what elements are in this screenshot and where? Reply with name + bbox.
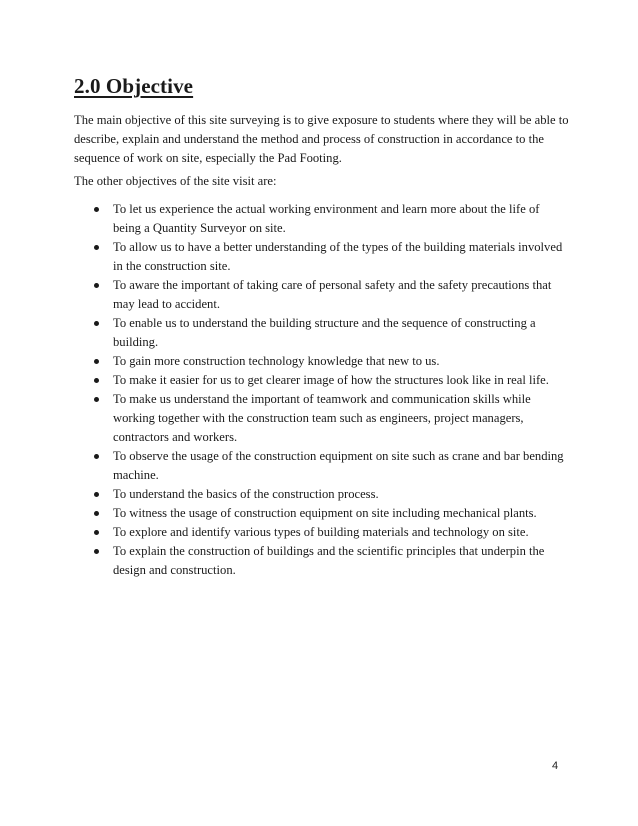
objective-item <box>74 314 568 352</box>
objective-text: To aware the important of taking care of personal safety and the safety precautions that may lead to accident. <box>113 278 552 311</box>
objective-item <box>74 352 568 371</box>
objective-item <box>74 238 568 276</box>
objective-text: To gain more construction technology knowledge that new to us. <box>113 354 440 368</box>
bullet-icon <box>94 378 99 383</box>
bullet-icon <box>94 549 99 554</box>
objective-item <box>74 390 568 447</box>
objective-text: To observe the usage of the construction equipment on site such as crane and bar bending machine. <box>113 449 564 482</box>
bullet-icon <box>94 321 99 326</box>
objective-text: To make us understand the important of teamwork and communication skills while working together with the construction team such as engineers, project managers, contractors and workers. <box>113 392 531 444</box>
bullet-icon <box>94 511 99 516</box>
bullet-icon <box>94 207 99 212</box>
objective-item <box>74 447 568 485</box>
objective-item <box>74 200 568 238</box>
objective-item <box>74 542 568 580</box>
objective-text: To allow us to have a better understanding of the types of the building materials involved in the construction site. <box>113 240 563 273</box>
objective-text: To enable us to understand the building structure and the sequence of constructing a building. <box>113 316 536 349</box>
intro-paragraph: The main objective of this site surveying is to give exposure to students where they will be able to describe, explain and understand the method and process of construction in accordance to the sequence of work on site, especially the Pad Footing. <box>74 113 569 165</box>
objective-item <box>74 371 568 390</box>
objectives-list <box>74 200 568 580</box>
bullet-icon <box>94 283 99 288</box>
lead-in-paragraph: The other objectives of the site visit are: <box>74 174 277 188</box>
objective-text: To witness the usage of construction equipment on site including mechanical plants. <box>113 506 537 520</box>
objective-item <box>74 485 568 504</box>
objective-text: To make it easier for us to get clearer image of how the structures look like in real life. <box>113 373 549 387</box>
bullet-icon <box>94 359 99 364</box>
objective-text: To explore and identify various types of building materials and technology on site. <box>113 525 529 539</box>
page-number: 4 <box>552 760 559 772</box>
bullet-icon <box>94 530 99 535</box>
objective-text: To let us experience the actual working environment and learn more about the life of being a Quantity Surveyor on site. <box>113 202 540 235</box>
section-heading: 2.0 Objective <box>74 74 194 98</box>
bullet-icon <box>94 492 99 497</box>
objective-item <box>74 523 568 542</box>
bullet-icon <box>94 245 99 250</box>
objective-text: To understand the basics of the construction process. <box>113 487 379 501</box>
bullet-icon <box>94 454 99 459</box>
objective-item <box>74 276 568 314</box>
objective-item <box>74 504 568 523</box>
objective-text: To explain the construction of buildings and the scientific principles that underpin the design and construction. <box>113 544 545 577</box>
bullet-icon <box>94 397 99 402</box>
